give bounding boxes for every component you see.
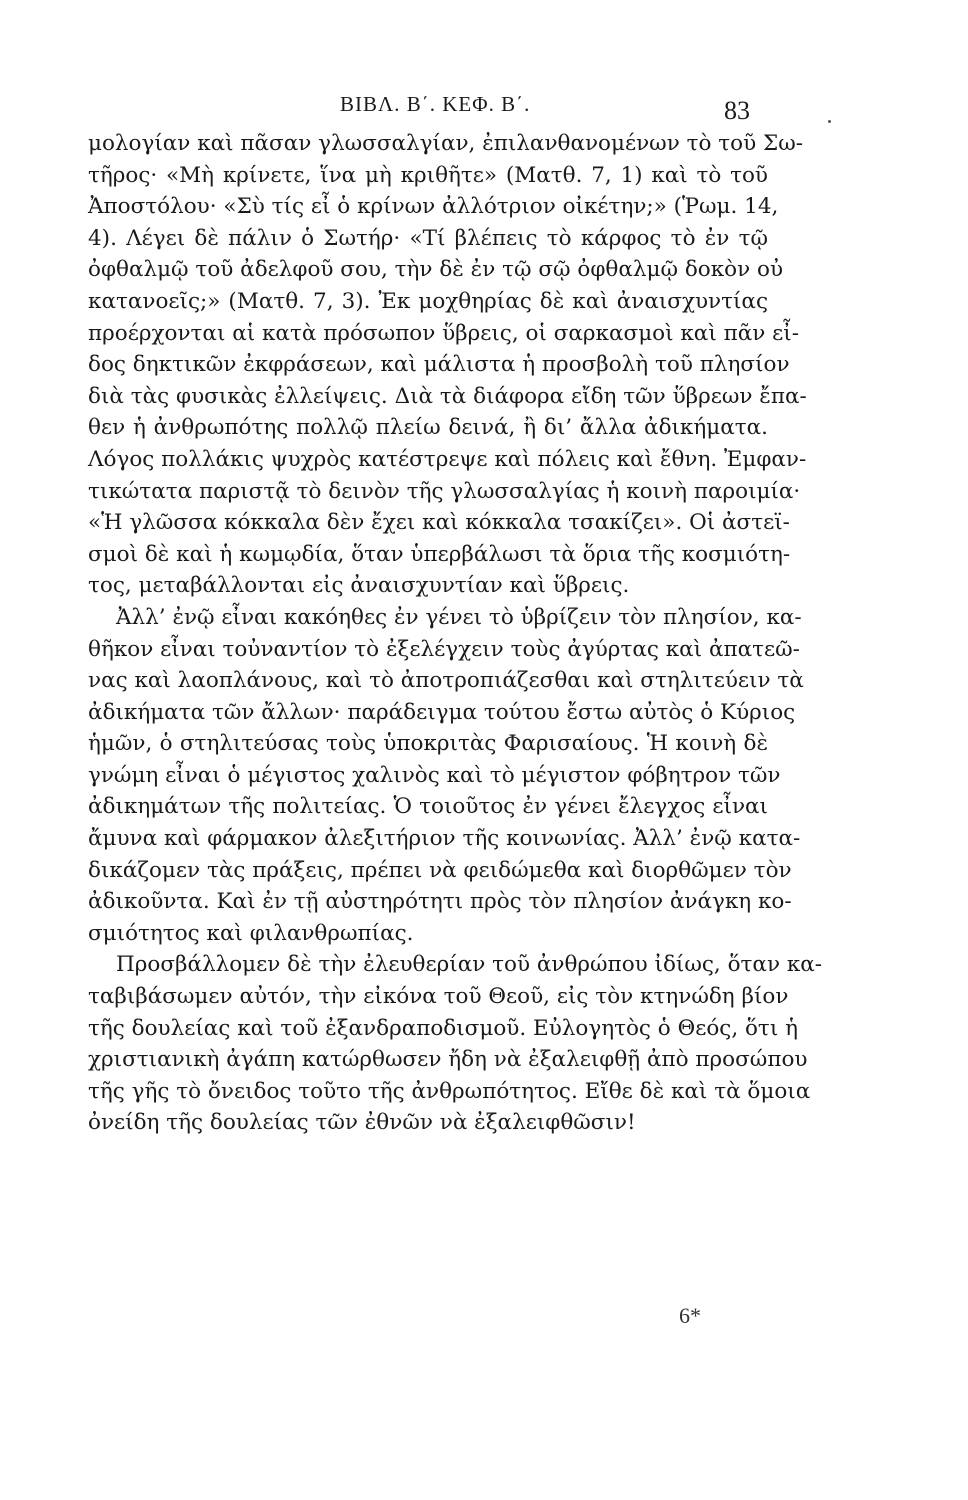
text-line: σμιότητος καὶ φιλανθρωπίας. <box>88 920 414 946</box>
text-line: Λόγος πολλάκις ψυχρὸς κατέστρεψε καὶ πόλεις καὶ ἔθνη. Ἐμφαν- <box>88 446 807 472</box>
text-line: δος δηκτικῶν ἐκφράσεων, καὶ μάλιστα ἡ προσβολὴ τοῦ πλησίον <box>88 352 790 378</box>
text-line: θεν ἡ ἀνθρωπότης πολλῷ πλείω δεινά, ἢ δι’ ἄλλα ἀδικήματα. <box>88 415 768 441</box>
paragraph <box>88 602 804 950</box>
text-line: Ἀλλ’ ἐνῷ εἶναι κακόηθες ἐν γένει τὸ ὑβρίζειν τὸν πλησίον, κα- <box>116 604 802 630</box>
text-line: κατανοεῖς;» (Ματθ. 7, 3). Ἐκ μοχθηρίας δὲ καὶ ἀναισχυντίας <box>88 288 768 314</box>
text-line: Ἀποστόλου· «Σὺ τίς εἶ ὁ κρίνων ἀλλότριον οἰκέτην;» (Ῥωμ. 14, <box>88 194 779 220</box>
text-line: 4). Λέγει δὲ πάλιν ὁ Σωτήρ· «Τί βλέπεις τὸ κάρφος τὸ ἐν τῷ <box>88 225 768 251</box>
text-line: σμοὶ δὲ καὶ ἡ κωμῳδία, ὅταν ὑπερβάλωσι τὰ ὅρια τῆς κοσμιότη- <box>88 541 791 567</box>
text-line: γνώμη εἶναι ὁ μέγιστος χαλινὸς καὶ τὸ μέγιστον φόβητρον τῶν <box>88 762 781 788</box>
text-line: τῆρος· «Μὴ κρίνετε, ἵνα μὴ κριθῆτε» (Ματθ. 7, 1) καὶ τὸ τοῦ <box>88 162 768 188</box>
text-line: τος, μεταβάλλονται εἰς ἀναισχυντίαν καὶ ὕβρεις. <box>88 573 630 599</box>
text-line: τῆς γῆς τὸ ὄνειδος τοῦτο τῆς ἀνθρωπότητος. Εἴθε δὲ καὶ τὰ ὅμοια <box>88 1078 811 1104</box>
running-title: ΒΙΒΛ. Β΄. ΚΕΦ. Β΄. <box>340 92 531 116</box>
text-line: ἀδικήματα τῶν ἄλλων· παράδειγμα τούτου ἔστω αὐτὸς ὁ Κύριος <box>88 699 796 725</box>
signature-mark: 6* <box>679 1303 701 1328</box>
text-line: δικάζομεν τὰς πράξεις, πρέπει νὰ φειδώμεθα καὶ διορθῶμεν τὸν <box>88 857 792 883</box>
page-number: 83 <box>724 96 750 125</box>
text-line: ὀνείδη τῆς δουλείας τῶν ἐθνῶν νὰ ἐξαλειφθῶσιν! <box>88 1110 636 1136</box>
text-line: ἀδικημάτων τῆς πολιτείας. Ὁ τοιοῦτος ἐν γένει ἔλεγχος εἶναι <box>88 794 768 820</box>
text-line: θῆκον εἶναι τοὐναντίον τὸ ἐξελέγχειν τοὺς ἀγύρτας καὶ ἀπατεῶ- <box>88 636 800 662</box>
text-line: ὀφθαλμῷ τοῦ ἀδελφοῦ σου, τὴν δὲ ἐν τῷ σῷ ὀφθαλμῷ δοκὸν οὐ <box>88 257 784 283</box>
text-line: τῆς δουλείας καὶ τοῦ ἐξανδραποδισμοῦ. Εὐλογητὸς ὁ Θεός, ὅτι ἡ <box>88 1015 798 1041</box>
body-text <box>88 128 823 1139</box>
text-line: χριστιανικὴ ἀγάπη κατώρθωσεν ἤδη νὰ ἐξαλειφθῇ ἀπὸ προσώπου <box>88 1047 808 1073</box>
text-line: μολογίαν καὶ πᾶσαν γλωσσαλγίαν, ἐπιλανθανομένων τὸ τοῦ Σω- <box>88 131 804 156</box>
text-line: ταβιβάσωμεν αὐτόν, τὴν εἰκόνα τοῦ Θεοῦ, εἰς τὸν κτηνώδη βίον <box>88 984 789 1010</box>
running-header <box>0 92 968 132</box>
text-line: «Ἡ γλῶσσα κόκκαλα δὲν ἔχει καὶ κόκκαλα τσακίζει». Οἱ ἀστεϊ- <box>88 510 790 536</box>
text-line: νας καὶ λαοπλάνους, καὶ τὸ ἀποτροπιάζεσθαι καὶ στηλιτεύειν τὰ <box>88 668 804 694</box>
text-line: Προσβάλλομεν δὲ τὴν ἐλευθερίαν τοῦ ἀνθρώπου ἰδίως, ὅταν κα- <box>116 952 823 978</box>
text-line: προέρχονται αἱ κατὰ πρόσωπον ὕβρεις, οἱ σαρκασμοὶ καὶ πᾶν εἶ- <box>88 320 799 346</box>
text-line: ἄμυνα καὶ φάρμακον ἀλεξιτήριον τῆς κοινωνίας. Ἀλλ’ ἐνῷ κατα- <box>88 826 801 852</box>
text-line: ἀδικοῦντα. Καὶ ἐν τῇ αὐστηρότητι πρὸς τὸν πλησίον ἀνάγκη κο- <box>88 889 792 915</box>
text-line: τικώτατα παριστᾷ τὸ δεινὸν τῆς γλωσσαλγίας ἡ κοινὴ παροιμία· <box>88 478 801 504</box>
paragraph <box>88 949 823 1139</box>
text-line: διὰ τὰς φυσικὰς ἐλλείψεις. Διὰ τὰ διάφορα εἴδη τῶν ὕβρεων ἔπα- <box>88 383 807 409</box>
paragraph <box>88 128 807 602</box>
text-line: ἡμῶν, ὁ στηλιτεύσας τοὺς ὑποκριτὰς Φαρισαίους. Ἡ κοινὴ δὲ <box>88 731 768 757</box>
